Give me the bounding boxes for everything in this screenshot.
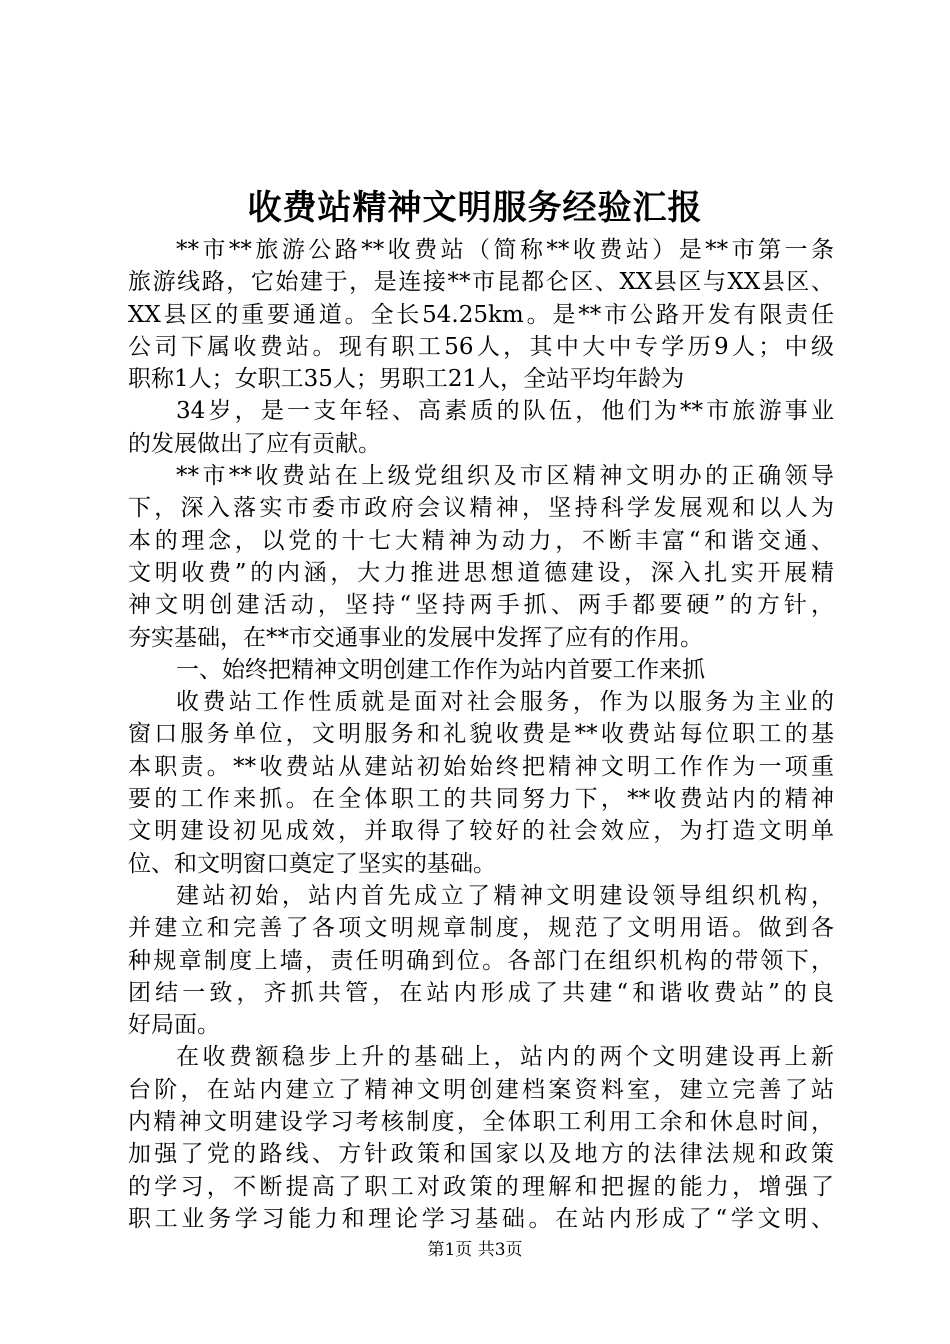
text-line: 文明建设初见成效，并取得了较好的社会效应，为打造文明单 bbox=[128, 818, 834, 845]
text-line: **市**收费站在上级党组织及市区精神文明办的正确领导 bbox=[176, 463, 834, 490]
text-line: **市**旅游公路**收费站（简称**收费站）是**市第一条 bbox=[176, 237, 834, 263]
text-line: 夯实基础，在**市交通事业的发展中发挥了应有的作用。 bbox=[128, 624, 703, 651]
text-line: 窗口服务单位，文明服务和礼貌收费是**收费站每位职工的基 bbox=[128, 721, 834, 748]
text-line: 好局面。 bbox=[128, 1012, 220, 1039]
text-line: 建站初始，站内首先成立了精神文明建设领导组织机构， bbox=[176, 882, 834, 909]
text-line: XX县区的重要通道。全长54.25km。是**市公路开发有限责任 bbox=[128, 301, 834, 328]
text-line: 的学习，不断提高了职工对政策的理解和把握的能力，增强了 bbox=[128, 1173, 834, 1200]
text-line: 在收费额稳步上升的基础上，站内的两个文明建设再上新 bbox=[176, 1044, 834, 1071]
text-line: 本的理念，以党的十七大精神为动力，不断丰富“和谐交通、 bbox=[128, 527, 834, 554]
text-line: 团结一致，齐抓共管，在站内形成了共建“和谐收费站”的良 bbox=[128, 979, 834, 1006]
text-line: 的发展做出了应有贡献。 bbox=[128, 430, 381, 457]
text-line: 神文明创建活动，坚持“坚持两手抓、两手都要硬”的方针， bbox=[128, 592, 834, 619]
text-line: 并建立和完善了各项文明规章制度，规范了文明用语。做到各 bbox=[128, 915, 834, 942]
text-line: 台阶，在站内建立了精神文明创建档案资料室，建立完善了站 bbox=[128, 1076, 834, 1103]
text-line: 下，深入落实市委市政府会议精神，坚持科学发展观和以人为 bbox=[128, 495, 834, 522]
text-line: 文明收费”的内涵，大力推进思想道德建设，深入扎实开展精 bbox=[128, 559, 834, 586]
text-line: 公司下属收费站。现有职工56人，其中大中专学历9人；中级 bbox=[128, 333, 834, 360]
text-line: 要的工作来抓。在全体职工的共同努力下，**收费站内的精神 bbox=[128, 786, 834, 813]
text-line: 34岁，是一支年轻、高素质的队伍，他们为**市旅游事业 bbox=[176, 398, 834, 425]
section-heading: 一、始终把精神文明创建工作作为站内首要工作来抓 bbox=[176, 656, 705, 683]
text-line: 加强了党的路线、方针政策和国家以及地方的法律法规和政策 bbox=[128, 1141, 834, 1168]
text-line: 种规章制度上墙，责任明确到位。各部门在组织机构的带领下， bbox=[128, 947, 834, 974]
text-line: 本职责。**收费站从建站初始始终把精神文明工作作为一项重 bbox=[128, 753, 834, 780]
text-line: 职称1人；女职工35人；男职工21人，全站平均年龄为 bbox=[128, 366, 685, 393]
text-line: 内精神文明建设学习考核制度，全体职工利用工余和休息时间， bbox=[128, 1109, 834, 1136]
text-line: 职工业务学习能力和理论学习基础。在站内形成了“学文明、 bbox=[128, 1205, 834, 1232]
document-body bbox=[128, 234, 834, 1235]
document-title: 收费站精神文明服务经验汇报 bbox=[247, 188, 703, 228]
text-line: 位、和文明窗口奠定了坚实的基础。 bbox=[128, 850, 496, 877]
text-line: 收费站工作性质就是面对社会服务，作为以服务为主业的 bbox=[176, 689, 834, 716]
page-footer: 第1页 共3页 bbox=[427, 1240, 523, 1260]
text-line: 旅游线路，它始建于，是连接**市昆都仑区、XX县区与XX县区、 bbox=[128, 269, 834, 296]
